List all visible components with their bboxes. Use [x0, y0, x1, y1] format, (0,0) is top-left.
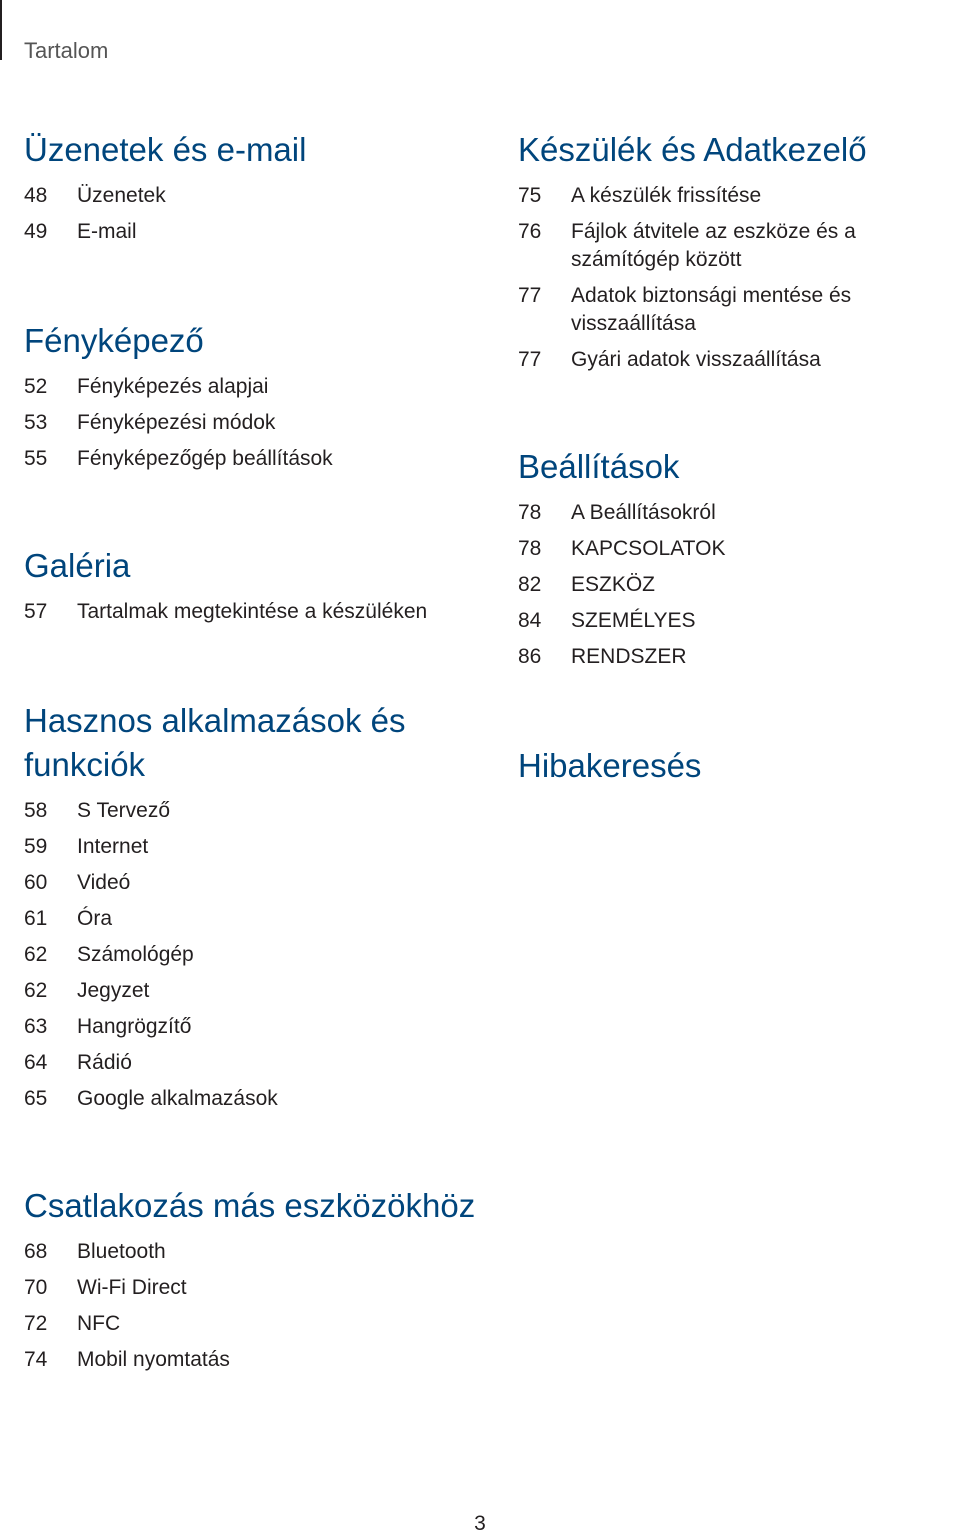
toc-entry[interactable]	[518, 342, 958, 378]
toc-page-number: 76	[518, 220, 542, 243]
toc-entry[interactable]	[24, 369, 484, 405]
toc-page-number: 86	[518, 645, 542, 668]
toc-page-number: 49	[24, 220, 48, 243]
toc-entry[interactable]	[24, 1306, 484, 1342]
section-title: Készülék és Adatkezelő	[518, 131, 867, 168]
toc-page-number: 78	[518, 501, 542, 524]
toc-entry-label: Tartalmak megtekintése a készüléken	[77, 600, 428, 623]
toc-section	[24, 544, 484, 630]
toc-page-number: 62	[24, 979, 48, 1002]
toc-page-number: 55	[24, 447, 48, 470]
toc-entry[interactable]	[518, 567, 958, 603]
toc-entry-label: Videó	[77, 871, 131, 894]
toc-entry[interactable]	[24, 594, 484, 630]
toc-entry-label: Fényképezés alapjai	[77, 375, 269, 398]
toc-entry[interactable]	[24, 1234, 484, 1270]
toc-entry[interactable]	[24, 901, 484, 937]
toc-entry[interactable]	[24, 178, 484, 214]
toc-entry-label: Óra	[77, 907, 113, 930]
toc-page-number: 53	[24, 411, 48, 434]
toc-entry-label: E-mail	[77, 220, 137, 243]
toc-page-number: 84	[518, 609, 542, 632]
toc-page-number: 75	[518, 184, 542, 207]
toc-entry-label: Bluetooth	[77, 1240, 166, 1263]
toc-entry[interactable]	[24, 793, 484, 829]
toc-page-number: 64	[24, 1051, 48, 1074]
section-title: Üzenetek és e-mail	[24, 131, 307, 168]
toc-entry[interactable]	[24, 973, 484, 1009]
toc-page-number: 63	[24, 1015, 48, 1038]
toc-section	[24, 1184, 484, 1378]
toc-entry[interactable]	[518, 178, 958, 214]
toc-entry-label: Gyári adatok visszaállítása	[571, 348, 821, 371]
toc-page-number: 52	[24, 375, 48, 398]
toc-entry[interactable]	[24, 441, 484, 477]
toc-entry[interactable]	[24, 865, 484, 901]
toc-entry[interactable]	[24, 1270, 484, 1306]
toc-entry-label: A készülék frissítése	[571, 184, 762, 207]
section-title: Csatlakozás más eszközökhöz	[24, 1187, 476, 1224]
toc-entry-label: Fájlok átvitele az eszköze és a számítógép között	[571, 220, 856, 271]
section-title: Hasznos alkalmazások és funkciók	[24, 702, 406, 783]
toc-entry-label: Jegyzet	[77, 979, 150, 1002]
toc-entry-label: Fényképezési módok	[77, 411, 276, 434]
toc-section	[24, 128, 484, 250]
toc-entry[interactable]	[24, 1045, 484, 1081]
toc-entry[interactable]	[24, 1009, 484, 1045]
toc-entry[interactable]	[24, 405, 484, 441]
toc-entry[interactable]	[24, 937, 484, 973]
toc-page-number: 70	[24, 1276, 48, 1299]
toc-section	[24, 699, 484, 1117]
toc-section	[518, 128, 958, 378]
toc-entry[interactable]	[24, 829, 484, 865]
toc-page-number: 61	[24, 907, 48, 930]
toc-page-number: 48	[24, 184, 48, 207]
header-rule	[0, 0, 2, 60]
toc-entry-label: Internet	[77, 835, 149, 858]
toc-page-number: 68	[24, 1240, 48, 1263]
toc-page-number: 77	[518, 284, 542, 307]
toc-entry-label: KAPCSOLATOK	[571, 537, 726, 560]
toc-page-number: 57	[24, 600, 48, 623]
toc-page-number: 65	[24, 1087, 48, 1110]
toc-entry-label: Google alkalmazások	[77, 1087, 278, 1110]
toc-entry-label: NFC	[77, 1312, 121, 1335]
toc-entry-label: Fényképezőgép beállítások	[77, 447, 333, 470]
toc-entry[interactable]	[24, 1081, 484, 1117]
toc-entry[interactable]	[24, 1342, 484, 1378]
toc-entry[interactable]	[518, 214, 958, 278]
toc-section	[24, 319, 484, 477]
toc-entry[interactable]	[518, 531, 958, 567]
section-title[interactable]: Hibakeresés	[518, 747, 702, 784]
section-title: Galéria	[24, 547, 131, 584]
toc-entry-label: Adatok biztonsági mentése és visszaállítása	[571, 284, 852, 335]
toc-entry-label: Rádió	[77, 1051, 132, 1074]
toc-entry-label: SZEMÉLYES	[571, 609, 696, 632]
toc-section	[518, 744, 958, 794]
toc-entry[interactable]	[518, 495, 958, 531]
toc-entry[interactable]	[518, 603, 958, 639]
section-title: Fényképező	[24, 322, 204, 359]
page-header-title: Tartalom	[24, 38, 109, 63]
toc-page-number: 77	[518, 348, 542, 371]
page-number: 3	[474, 1512, 486, 1535]
toc-entry-label: S Tervező	[77, 799, 170, 822]
toc-page-number: 82	[518, 573, 542, 596]
toc-section	[518, 445, 958, 675]
toc-page-number: 72	[24, 1312, 48, 1335]
toc-page-number: 60	[24, 871, 48, 894]
toc-entry-label: RENDSZER	[571, 645, 687, 668]
toc-entry-label: Wi-Fi Direct	[77, 1276, 187, 1299]
toc-entry-label: Üzenetek	[77, 184, 166, 207]
toc-entry[interactable]	[24, 214, 484, 250]
toc-entry[interactable]	[518, 278, 958, 342]
toc-entry-label: ESZKÖZ	[571, 573, 656, 596]
toc-page-number: 74	[24, 1348, 48, 1371]
toc-entry-label: Hangrögzítő	[77, 1015, 192, 1038]
section-title: Beállítások	[518, 448, 680, 485]
toc-page-number: 78	[518, 537, 542, 560]
toc-entry-label: A Beállításokról	[571, 501, 716, 524]
toc-page-number: 62	[24, 943, 48, 966]
toc-page-number: 59	[24, 835, 48, 858]
toc-entry-label: Számológép	[77, 943, 194, 966]
toc-entry[interactable]	[518, 639, 958, 675]
toc-page-number: 58	[24, 799, 48, 822]
toc-entry-label: Mobil nyomtatás	[77, 1348, 230, 1371]
